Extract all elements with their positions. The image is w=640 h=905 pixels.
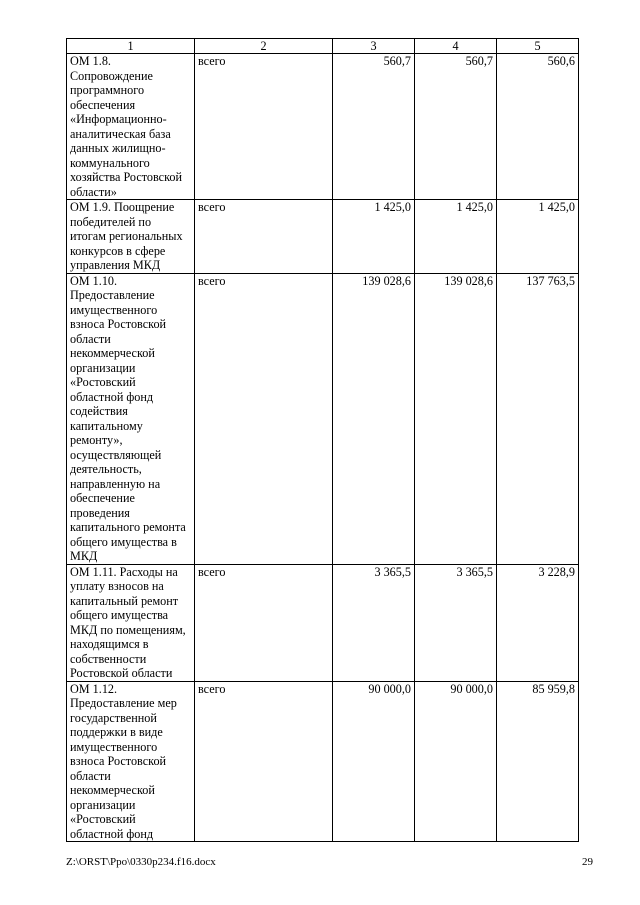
value-col3: 139 028,6	[333, 273, 415, 564]
header-row	[67, 39, 579, 54]
value-col3: 560,7	[333, 54, 415, 200]
column-header: 2	[195, 39, 333, 54]
funding-type: всего	[195, 273, 333, 564]
table-row	[67, 273, 579, 564]
measure-name: ОМ 1.12. Предоставление мер государственной поддержки в виде имущественного взноса Ростовской области некоммерческой организации «Ростовский областной фонд	[67, 681, 195, 842]
funding-type: всего	[195, 200, 333, 274]
measure-name: ОМ 1.8. Сопровождение программного обеспечения «Информационно- аналитическая база данных жилищно- коммунального хозяйства Ростовской области»	[67, 54, 195, 200]
value-col5: 3 228,9	[497, 564, 579, 681]
value-col5: 85 959,8	[497, 681, 579, 842]
page-number: 29	[582, 856, 593, 868]
table-row	[67, 200, 579, 274]
measure-name: ОМ 1.10. Предоставление имущественного взноса Ростовской области некоммерческой организации «Ростовский областной фонд содействия капитальному ремонту», осуществляющей деятельность, направленную на обеспечение проведения капитального ремонта общего имущества в МКД	[67, 273, 195, 564]
column-header: 1	[67, 39, 195, 54]
value-col4: 3 365,5	[415, 564, 497, 681]
value-col4: 90 000,0	[415, 681, 497, 842]
value-col3: 3 365,5	[333, 564, 415, 681]
column-header: 4	[415, 39, 497, 54]
measure-name: ОМ 1.11. Расходы на уплату взносов на капитальный ремонт общего имущества МКД по помещениям, находящимся в собственности Ростовской области	[67, 564, 195, 681]
table-row	[67, 54, 579, 200]
column-header: 5	[497, 39, 579, 54]
value-col5: 137 763,5	[497, 273, 579, 564]
table-row	[67, 681, 579, 842]
value-col3: 1 425,0	[333, 200, 415, 274]
funding-type: всего	[195, 54, 333, 200]
value-col4: 1 425,0	[415, 200, 497, 274]
table-row	[67, 564, 579, 681]
value-col3: 90 000,0	[333, 681, 415, 842]
column-header: 3	[333, 39, 415, 54]
budget-table	[66, 38, 579, 842]
file-path: Z:\ORST\Ppo\0330p234.f16.docx	[66, 856, 216, 868]
value-col5: 1 425,0	[497, 200, 579, 274]
funding-type: всего	[195, 564, 333, 681]
value-col5: 560,6	[497, 54, 579, 200]
value-col4: 560,7	[415, 54, 497, 200]
value-col4: 139 028,6	[415, 273, 497, 564]
measure-name: ОМ 1.9. Поощрение победителей по итогам региональных конкурсов в сфере управления МКД	[67, 200, 195, 274]
funding-type: всего	[195, 681, 333, 842]
